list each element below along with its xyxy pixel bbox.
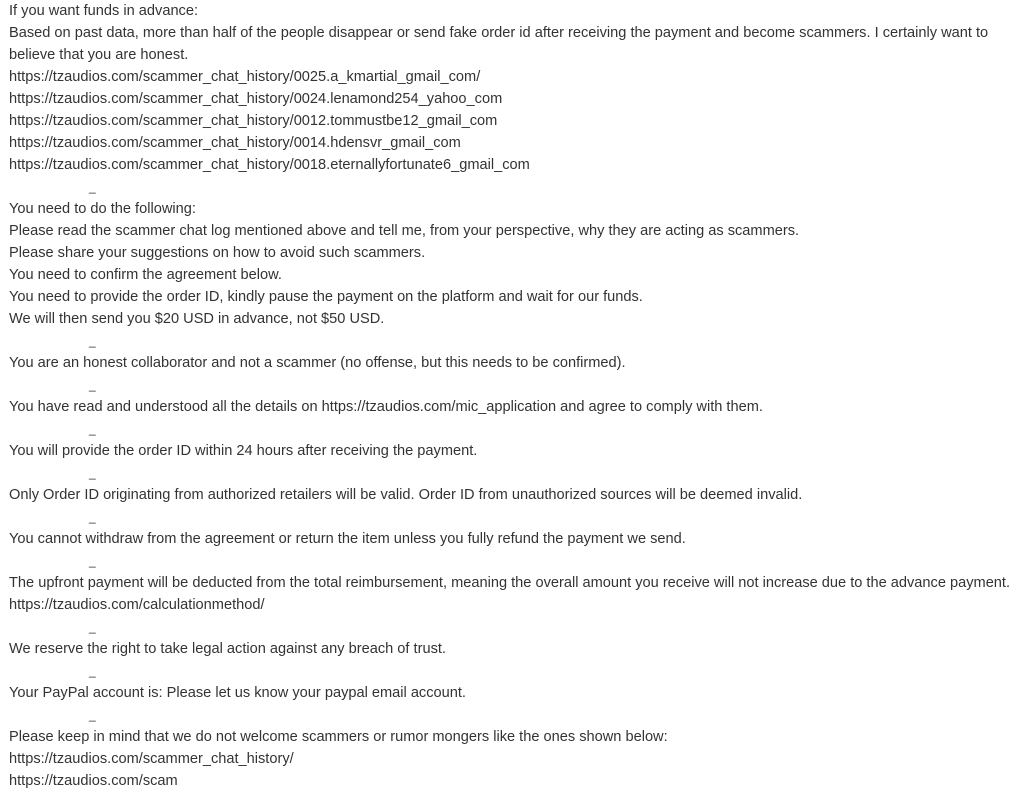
step-provide-order-id: You need to provide the order ID, kindly pause the payment on the platform and wait for our funds. [9, 289, 643, 305]
agreement-read-details: You have read and understood all the details on https://tzaudios.com/mic_application and agree to comply with them. [9, 399, 763, 415]
step-share-suggestions: Please share your suggestions on how to avoid such scammers. [9, 245, 426, 261]
agreement-withdraw: You cannot withdraw from the agreement or return the item unless you fully refund the payment we send. [9, 531, 686, 547]
separator-marker: _ [89, 708, 96, 722]
scammer-link-0012[interactable]: https://tzaudios.com/scammer_chat_history/0012.tommustbe12_gmail_com [9, 113, 498, 129]
agreement-honest: You are an honest collaborator and not a scammer (no offense, but this needs to be confirmed). [9, 355, 626, 371]
intro-heading: If you want funds in advance: [9, 3, 199, 19]
step-read-chat-log: Please read the scammer chat log mentioned above and tell me, from your perspective, why they are acting as scammers. [9, 223, 800, 239]
scammer-link-0025[interactable]: https://tzaudios.com/scammer_chat_history/0025.a_kmartial_gmail_com/ [9, 69, 481, 85]
scam-link[interactable]: https://tzaudios.com/scam [9, 773, 178, 789]
closing-text: Please keep in mind that we do not welcome scammers or rumor mongers like the ones shown below: [9, 729, 668, 745]
intro-paragraph: Based on past data, more than half of the people disappear or send fake order id after receiving the payment and become scammers. I certainly want to believe that you are honest. [9, 25, 989, 63]
separator-marker: _ [89, 510, 96, 524]
step-confirm-agreement: You need to confirm the agreement below. [9, 267, 282, 283]
message-body [9, 0, 1015, 792]
separator-marker: _ [89, 620, 96, 634]
scammer-history-link[interactable]: https://tzaudios.com/scammer_chat_history/ [9, 751, 294, 767]
agreement-legal-action: We reserve the right to take legal action against any breach of trust. [9, 641, 446, 657]
scammer-link-0014[interactable]: https://tzaudios.com/scammer_chat_history/0014.hdensvr_gmail_com [9, 135, 461, 151]
step-advance-amount: We will then send you $20 USD in advance, not $50 USD. [9, 311, 385, 327]
steps-heading: You need to do the following: [9, 201, 196, 217]
agreement-authorized-retailers: Only Order ID originating from authorized retailers will be valid. Order ID from unauthorized sources will be deemed invalid. [9, 487, 803, 503]
separator-marker: _ [89, 664, 96, 678]
scammer-link-0024[interactable]: https://tzaudios.com/scammer_chat_history/0024.lenamond254_yahoo_com [9, 91, 503, 107]
separator-marker: _ [89, 422, 96, 436]
separator-marker: _ [89, 466, 96, 480]
agreement-paypal-account: Your PayPal account is: Please let us know your paypal email account. [9, 685, 466, 701]
scammer-link-0018[interactable]: https://tzaudios.com/scammer_chat_history/0018.eternallyfortunate6_gmail_com [9, 157, 530, 173]
agreement-upfront-payment: The upfront payment will be deducted from the total reimbursement, meaning the overall amount you receive will not increase due to the advance payment. https://tzaudios.com/calculationmethod/ [9, 575, 1011, 613]
agreement-order-id-time: You will provide the order ID within 24 hours after receiving the payment. [9, 443, 478, 459]
separator-marker: _ [89, 378, 96, 392]
separator-marker: _ [89, 554, 96, 568]
separator-marker: _ [89, 180, 96, 194]
separator-marker: _ [89, 334, 96, 348]
